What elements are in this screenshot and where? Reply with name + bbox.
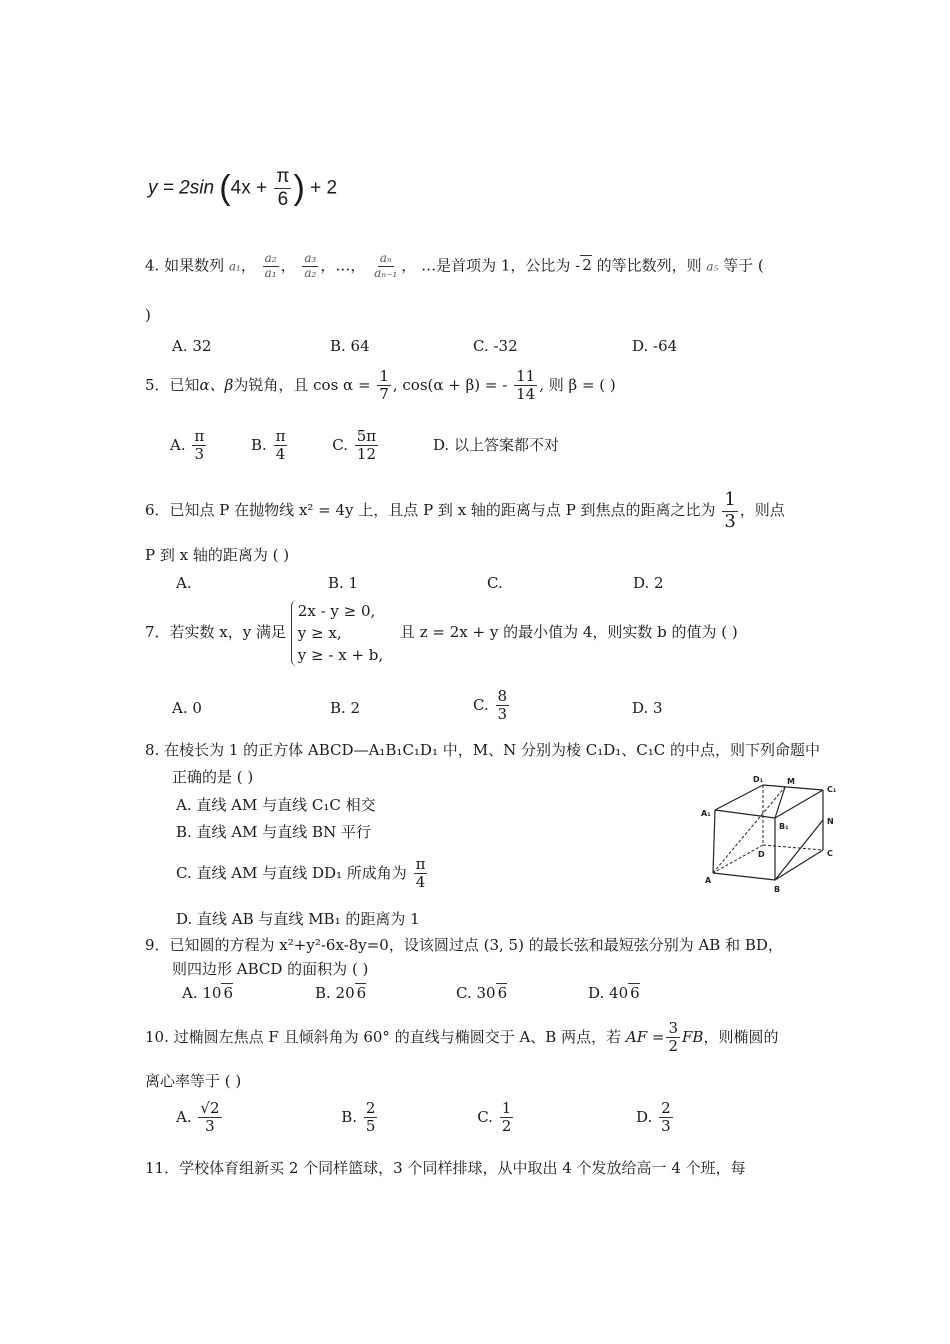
q4-option-a: A. 32 (172, 337, 212, 355)
q10-opt-b-num: 2 (365, 1099, 376, 1117)
q5-eleven: 11 (516, 367, 536, 385)
q10-af: AF = (625, 1027, 665, 1046)
q6-line1-text: 6．已知点 P 在抛物线 x² = 4y 上，且点 P 到 x 轴的距离与点 P 到焦点的距离之比为 (145, 501, 716, 520)
q8-line1: 8. 在棱长为 1 的正方体 ABCD—A₁B₁C₁D₁ 中，M、N 分别为棱 C₁D₁、C₁C 的中点，则下列命题中 (145, 741, 821, 759)
label-c1: C₁ (827, 785, 837, 794)
q9-opt-b-rad: 6 (356, 984, 367, 1002)
q5-seven: 7 (379, 385, 389, 404)
q7-option-d: D. 3 (632, 699, 663, 717)
q7-option-c (473, 688, 511, 724)
label-d: D (758, 850, 765, 859)
q5-opt-b-num: π (275, 427, 286, 445)
q10-opt-a-den: 3 (205, 1117, 215, 1136)
q10-opt-b-den: 5 (365, 1117, 376, 1136)
q8-line2: 正确的是 ( ) (172, 768, 254, 786)
q7-text-a: 7．若实数 x，y 满足 (145, 623, 287, 641)
q10-options (176, 1100, 675, 1136)
q5-opt-c-den: 12 (356, 445, 376, 464)
q10-line2: 离心率等于 ( ) (145, 1072, 242, 1090)
q10-opt-b-label: B. (341, 1107, 358, 1126)
q5-fourteen: 14 (516, 385, 536, 404)
q9-opt-c-rad: 6 (497, 984, 508, 1002)
q9-opt-b-label: B. 20 (315, 984, 355, 1002)
q5-text-b: 为锐角，且 (233, 375, 309, 394)
label-d1: D₁ (753, 775, 764, 784)
q7-c-den: 3 (497, 705, 508, 724)
q7-c-num: 8 (497, 687, 508, 705)
q10-opt-d-den: 3 (661, 1117, 671, 1136)
q9-opt-c-label: C. 30 (456, 984, 496, 1002)
q5-opt-b-label: B. (251, 435, 267, 454)
q5-cos-ab: cos(α + β) = - (402, 375, 508, 394)
top-formula: y = 2sin (4x + $\frac{\pi}{6}$ ) + 2 (148, 166, 338, 210)
label-a1: A₁ (701, 809, 711, 818)
q5-text-a: 5．已知 (145, 375, 200, 394)
q6-option-b: B. 1 (328, 574, 359, 592)
q5-line: 5．已知α、β为锐角，且 cos α = $\frac{1}{7}$ , cos(α + β) = - $\frac{11}{14}$ , 则 β = ( ) (145, 367, 616, 404)
q7-cond1: 2x - y ≥ 0, (297, 602, 376, 620)
q10-opt-c-den: 2 (501, 1117, 512, 1136)
q10-opt-c-label: C. (477, 1107, 493, 1126)
q9-line1: 9．已知圆的方程为 x²+y²-6x-8y=0，设该圆过点 (3, 5) 的最长弦和最短弦分别为 AB 和 BD， (145, 936, 783, 954)
q4-close: ) (145, 306, 151, 324)
q8-option-c-text: C. 直线 AM 与直线 DD₁ 所成角为 (176, 863, 407, 882)
q7-option-b: B. 2 (330, 699, 361, 717)
label-a: A (705, 876, 712, 885)
q7-option-a: A. 0 (172, 699, 202, 717)
q7-cond3: y ≥ - x + b, (297, 646, 384, 664)
q11-line1: 11．学校体育组新买 2 个同样篮球，3 个同样排球，从中取出 4 个发放给高一 4 个班，每 (145, 1159, 746, 1177)
cube-figure (695, 770, 845, 900)
q7-cond2: y ≥ x, (297, 624, 342, 642)
q10-opt-a-label: A. (176, 1107, 192, 1126)
q7-text-b: 且 z = 2x + y 的最小值为 4，则实数 b 的值为 ( ) (399, 623, 738, 641)
label-n: N (827, 817, 834, 826)
q4-line1: 4. 如果数列 a₁， $\frac{\text{a₂}}{\text{a₁}}$ ， $\frac{\text{a₃}}{\text{a₂}}$ ，…， $\frac{\text{aₙ}}{\text{aₙ₋₁}}$ ， …是首项为 1，公比为 - 2 的等比数列，则 a₅ 等于 ( (145, 251, 764, 280)
q10-opt-a-num: √2 (200, 1099, 220, 1117)
formula-tail: + 2 (310, 177, 338, 199)
formula-pi: π (276, 166, 290, 187)
q5-opt-d-label: D. 以上答案都不对 (432, 435, 559, 454)
q9-opt-d-label: D. 40 (588, 984, 629, 1002)
q4-option-c: C. -32 (473, 337, 518, 355)
formula-lhs: y = 2sin (148, 177, 215, 199)
q10-line1 (145, 1020, 778, 1056)
q5-cos-a: cos α = (313, 375, 371, 394)
q8-optc-den: 4 (415, 873, 426, 892)
q5-one: 1 (379, 367, 389, 385)
q10-den: 2 (668, 1037, 678, 1056)
q5-opt-a-num: π (194, 427, 205, 445)
q4-option-b: B. 64 (330, 337, 370, 355)
q9-option-d (588, 984, 640, 1002)
q4-text-b: …是首项为 1，公比为 - (421, 256, 581, 275)
q7-line (145, 600, 738, 666)
q8-option-d: D. 直线 AB 与直线 MB₁ 的距离为 1 (176, 910, 420, 928)
q7-conditions (291, 600, 383, 666)
q9-option-b (315, 984, 366, 1002)
q6-option-c: C. (487, 574, 503, 592)
q5-opt-c-num: 5π (356, 427, 377, 445)
q10-line1-text: 10. 过椭圆左焦点 F 且倾斜角为 60° 的直线与椭圆交于 A、B 两点，若 (145, 1027, 622, 1046)
q8-option-b: B. 直线 AM 与直线 BN 平行 (176, 823, 371, 841)
q4-option-d: D. -64 (632, 337, 678, 355)
q6-frac-num: 1 (724, 489, 736, 510)
q6-frac-den: 3 (724, 510, 736, 532)
q9-line2: 则四边形 ABCD 的面积为 ( ) (172, 960, 369, 978)
q8-optc-num: π (415, 855, 426, 873)
q8-option-c (176, 856, 429, 892)
formula-six: 6 (277, 188, 289, 210)
q7-option-c-label: C. (473, 695, 489, 714)
q5-text-c: , 则 β = ( ) (539, 375, 616, 394)
q10-opt-c-num: 1 (501, 1099, 512, 1117)
q5-alpha-beta: α、β (199, 375, 234, 394)
q10-line1-end: ，则椭圆的 (703, 1027, 779, 1046)
q6-option-a: A. (176, 574, 192, 592)
q4-text-c: 的等比数列，则 (596, 256, 702, 275)
label-b1: B₁ (779, 822, 789, 831)
q10-num: 3 (668, 1019, 678, 1037)
q4-text-d: 等于 ( (723, 256, 764, 275)
q9-opt-d-rad: 6 (630, 984, 640, 1002)
q6-line2: P 到 x 轴的距离为 ( ) (145, 546, 290, 564)
label-b: B (774, 885, 781, 894)
formula-inner: 4x + (230, 177, 268, 199)
q9-opt-a-rad: 6 (223, 984, 234, 1002)
label-m: M (787, 777, 795, 786)
q6-line1 (145, 490, 785, 532)
q5-opt-c-label: C. (332, 435, 348, 454)
q6-option-d: D. 2 (633, 574, 664, 592)
q9-option-c (456, 984, 507, 1002)
q5-options (170, 428, 559, 464)
q9-option-a (182, 984, 233, 1002)
q5-opt-b-den: 4 (275, 445, 286, 464)
label-c: C (827, 849, 833, 858)
q5-opt-a-label: A. (170, 435, 186, 454)
q10-opt-d-num: 2 (661, 1099, 671, 1117)
q10-fb: FB (682, 1027, 704, 1046)
q10-opt-d-label: D. (636, 1107, 653, 1126)
q8-option-a: A. 直线 AM 与直线 C₁C 相交 (176, 796, 376, 814)
q6-line1-end: ，则点 (739, 501, 785, 520)
q5-opt-a-den: 3 (194, 445, 205, 464)
q9-opt-a-label: A. 10 (182, 984, 222, 1002)
q4-text-a: 4. 如果数列 (145, 256, 225, 275)
